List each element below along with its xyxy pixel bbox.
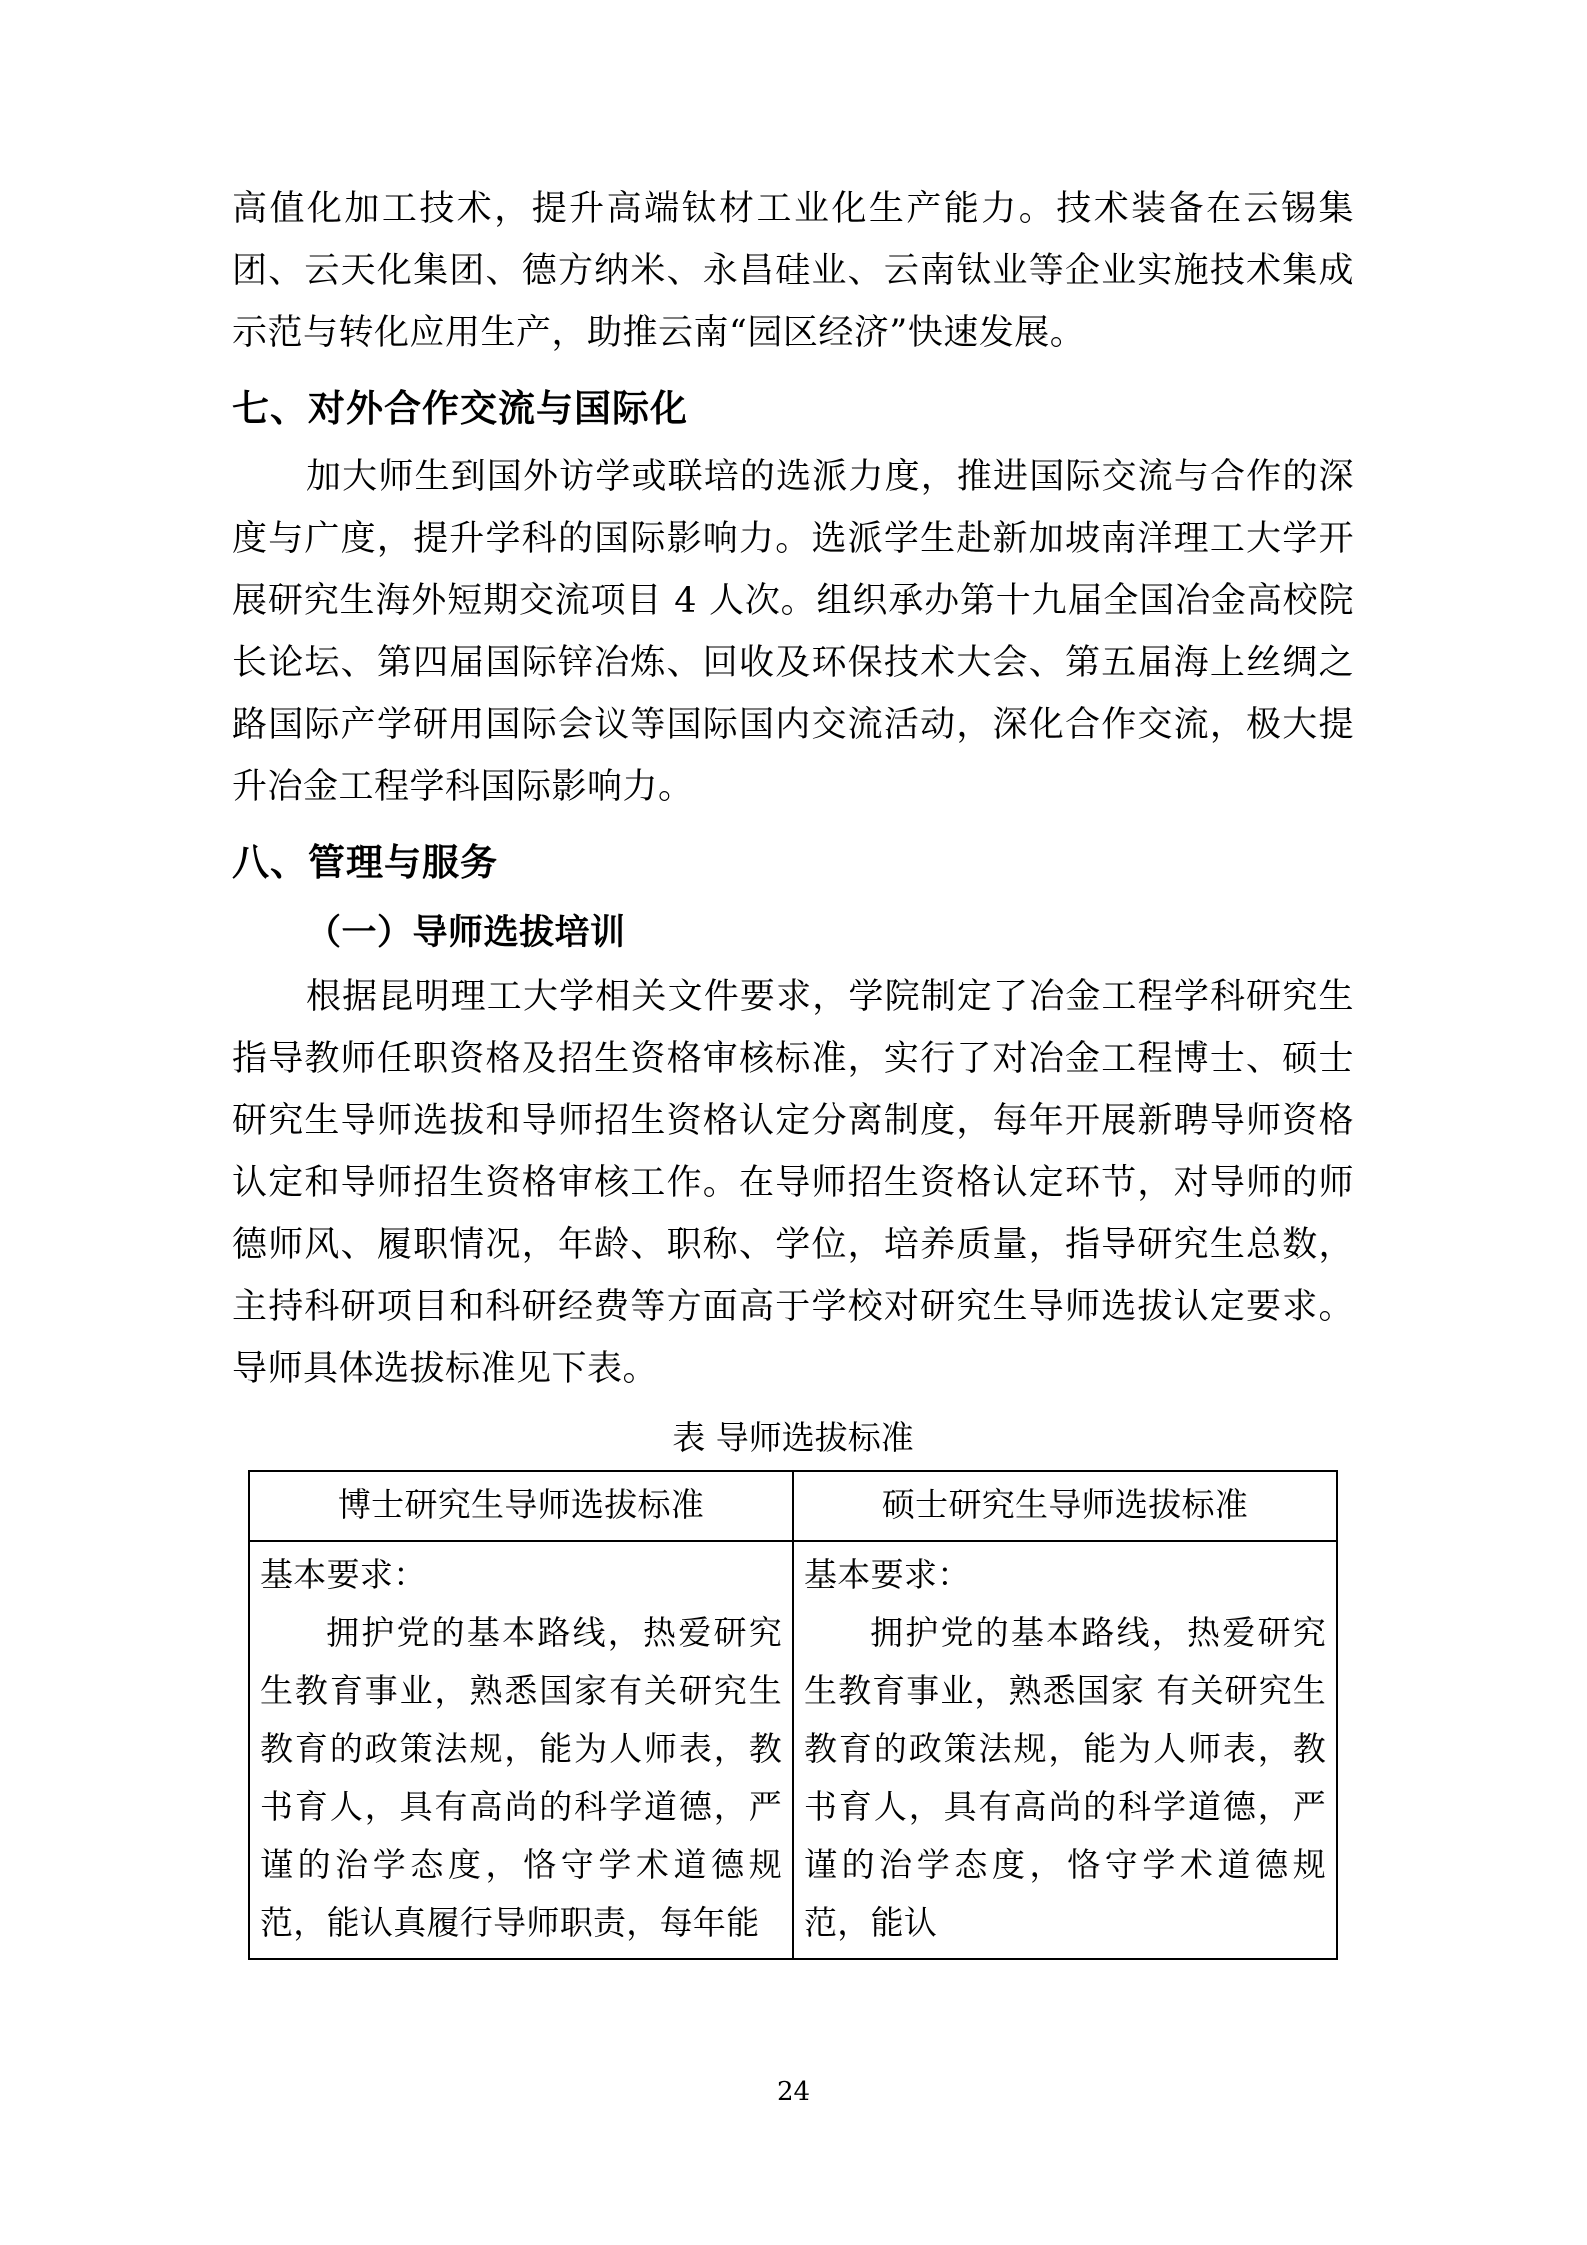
table-caption: 表 导师选拔标准 — [672, 1418, 914, 1457]
section-heading-seven: 七、对外合作交流与国际化 — [232, 387, 688, 430]
paragraph-continuation: 高值化加工技术，提升高端钛材工业化生产能力。技术装备在云锡集团、云天化集团、德方纳米、永昌硅业、云南钛业等企业实施技术集成示范与转化应用生产，助推云南“园区经济”快速发展。 — [232, 189, 1354, 353]
table-header-row — [249, 1471, 1337, 1541]
table-header-doctoral: 博士研究生导师选拔标准 — [249, 1471, 793, 1541]
page-number: 24 — [776, 2077, 811, 2107]
paragraph-supervisor-selection: 根据昆明理工大学相关文件要求，学院制定了冶金工程学科研究生指导教师任职资格及招生资格审核标准，实行了对冶金工程博士、硕士研究生导师选拔和导师招生资格认定分离制度，每年开展新聘导师资格认定和导师招生资格审核工作。在导师招生资格认定环节，对导师的师德师风、履职情况，年龄、职称、学位，培养质量，指导研究生总数，主持科研项目和科研经费等方面高于学校对研究生导师选拔认定要求。导师具体选拔标准见下表。 — [232, 977, 1354, 1389]
cell-body-master: 拥护党的基本路线，热爱研究生教育事业，熟悉国家 有关研究生教育的政策法规，能为人师表，教书育人，具有高尚的科学道德，严谨的治学态度，恪守学术道德规范，能认 — [804, 1613, 1326, 1942]
table-cell-master-basic — [793, 1541, 1337, 1959]
page-content — [232, 178, 1354, 1960]
table-row — [249, 1541, 1337, 1959]
subsection-heading-one: （一）导师选拔培训 — [306, 913, 626, 953]
supervisor-criteria-table — [248, 1470, 1338, 1960]
cell-title-doctoral: 基本要求： — [260, 1555, 427, 1594]
cell-body-doctoral: 拥护党的基本路线，热爱研究生教育事业，熟悉国家有关研究生教育的政策法规，能为人师表，教书育人，具有高尚的科学道德，严谨的治学态度，恪守学术道德规范，能认真履行导师职责，每年能 — [260, 1613, 782, 1942]
cell-title-master: 基本要求： — [804, 1555, 971, 1594]
paragraph-international-cooperation: 加大师生到国外访学或联培的选派力度，推进国际交流与合作的深度与广度，提升学科的国际影响力。选派学生赴新加坡南洋理工大学开展研究生海外短期交流项目 4 人次。组织承办第十九届全国冶金高校院长论坛、第四届国际锌冶炼、回收及环保技术大会、第五届海上丝绸之路国际产学研用国际会议等国际国内交流活动，深化合作交流，极大提升冶金工程学科国际影响力。 — [232, 457, 1354, 807]
section-heading-eight: 八、管理与服务 — [232, 841, 498, 884]
table-cell-doctoral-basic — [249, 1541, 793, 1959]
table-header-master: 硕士研究生导师选拔标准 — [793, 1471, 1337, 1541]
